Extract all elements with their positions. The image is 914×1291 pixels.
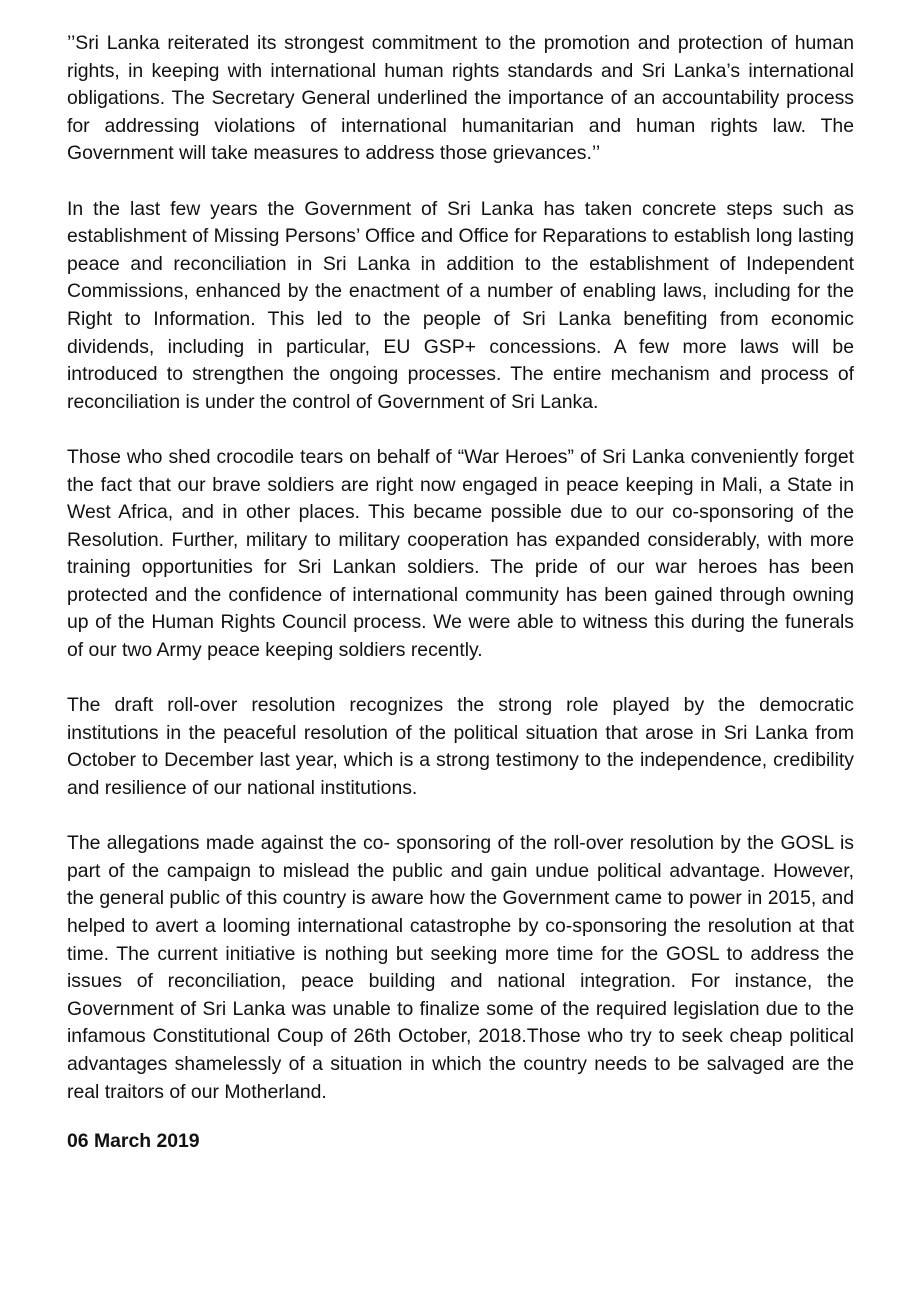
paragraph-war-heroes: Those who shed crocodile tears on behalf of “War Heroes” of Sri Lanka conveniently forget the fact that our brave soldiers are right now engaged in peace keeping in Mali, a State in West Africa, and in other places. This became possible due to our co-sponsoring of the Resolution. Further, military to military cooperation has expanded considerably, with more training opportunities for Sri Lankan soldiers. The pride of our war heroes has been protected and the confidence of international community has been gained through owning up of the Human Rights Council process. We were able to witness this during the funerals of our two Army peace keeping soldiers recently. — [67, 445, 854, 662]
paragraph-quote: ’’Sri Lanka reiterated its strongest commitment to the promotion and protection of human rights, in keeping with international human rights standards and Sri Lanka’s international obligations. The Secretary General underlined the importance of an accountability process for addressing violations of international humanitarian and human rights law. The Government will take measures to address those grievances.’’ — [67, 32, 854, 165]
paragraph-concrete-steps: In the last few years the Government of Sri Lanka has taken concrete steps such as establishment of Missing Persons’ Office and Office for Reparations to establish long lasting peace and reconciliation in Sri Lanka in addition to the establishment of Independent Commissions, enhanced by the enactment of a number of enabling laws, including for the Right to Information. This led to the people of Sri Lanka benefiting from economic dividends, including in particular, EU GSP+ concessions. A few more laws will be introduced to strengthen the ongoing processes. The entire mechanism and process of reconciliation is under the control of Government of Sri Lanka. — [67, 197, 854, 413]
document-date: 06 March 2019 — [67, 1130, 200, 1153]
paragraph-draft-resolution: The draft roll-over resolution recognizes the strong role played by the democratic institutions in the peaceful resolution of the political situation that arose in Sri Lanka from October to December last year, which is a strong testimony to the independence, credibility and resilience of our national institutions. — [67, 694, 854, 800]
paragraph-allegations: The allegations made against the co- sponsoring of the roll-over resolution by the GOSL is part of the campaign to mislead the public and gain undue political advantage. However, the general public of this country is aware how the Government came to power in 2015, and helped to avert a looming international catastrophe by co-sponsoring the resolution at that time. The current initiative is nothing but seeking more time for the GOSL to address the issues of reconciliation, peace building and national integration. For instance, the Government of Sri Lanka was unable to finalize some of the required legislation due to the infamous Constitutional Coup of 26th October, 2018.Those who try to seek cheap political advantages shamelessly of a situation in which the country needs to be salvaged are the real traitors of our Motherland. — [67, 832, 854, 1103]
document-body — [67, 30, 854, 1156]
